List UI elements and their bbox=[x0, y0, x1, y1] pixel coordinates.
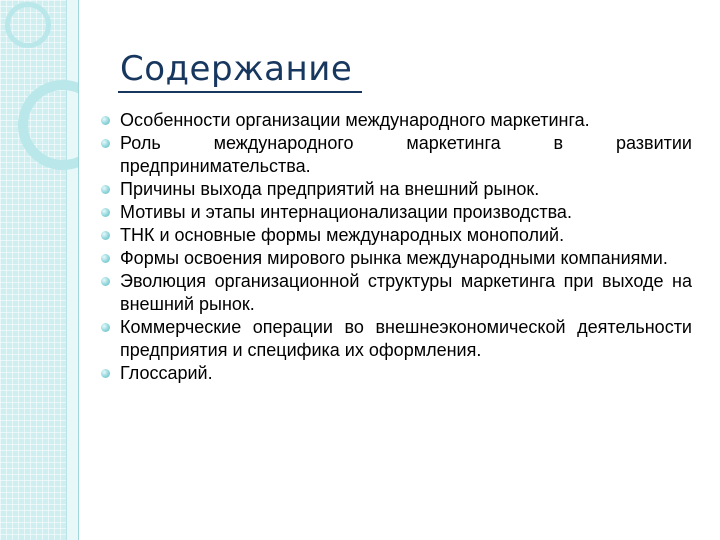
list-item-text: ТНК и основные формы международных монополий. bbox=[120, 225, 565, 245]
list-item bbox=[120, 109, 692, 132]
list-item-text: Формы освоения мирового рынка международными компаниями. bbox=[120, 248, 668, 268]
decorative-large-ring bbox=[18, 80, 79, 170]
title-underline bbox=[118, 91, 362, 93]
list-item-text: Роль международного маркетинга в развитии предпринимательства. bbox=[120, 133, 692, 176]
list-item-text: Особенности организации международного маркетинга. bbox=[120, 110, 590, 130]
list-item-text: Причины выхода предприятий на внешний рынок. bbox=[120, 179, 540, 199]
bullet-icon bbox=[101, 277, 110, 286]
list-item bbox=[120, 362, 692, 385]
list-item-text: Глоссарий. bbox=[120, 363, 213, 383]
bullet-icon bbox=[101, 369, 110, 378]
list-item bbox=[120, 178, 692, 201]
bullet-icon bbox=[101, 323, 110, 332]
bullet-icon bbox=[101, 208, 110, 217]
list-item-text: Коммерческие операции во внешнеэкономической деятельности предприятия и специфика их оформления. bbox=[120, 317, 692, 360]
bullet-icon bbox=[101, 139, 110, 148]
slide-title: Содержание bbox=[120, 49, 353, 89]
list-item bbox=[120, 316, 692, 362]
contents-list bbox=[120, 109, 692, 385]
list-item bbox=[120, 201, 692, 224]
list-item-text: Эволюция организационной структуры маркетинга при выходе на внешний рынок. bbox=[120, 271, 692, 314]
bullet-icon bbox=[101, 185, 110, 194]
bullet-icon bbox=[101, 231, 110, 240]
list-item-text: Мотивы и этапы интернационализации производства. bbox=[120, 202, 572, 222]
bullet-icon bbox=[101, 254, 110, 263]
list-item bbox=[120, 247, 692, 270]
list-item bbox=[120, 224, 692, 247]
list-item bbox=[120, 270, 692, 316]
decorative-small-ring bbox=[5, 2, 51, 48]
decorative-sidebar bbox=[0, 0, 79, 540]
list-item bbox=[120, 132, 692, 178]
bullet-icon bbox=[101, 116, 110, 125]
